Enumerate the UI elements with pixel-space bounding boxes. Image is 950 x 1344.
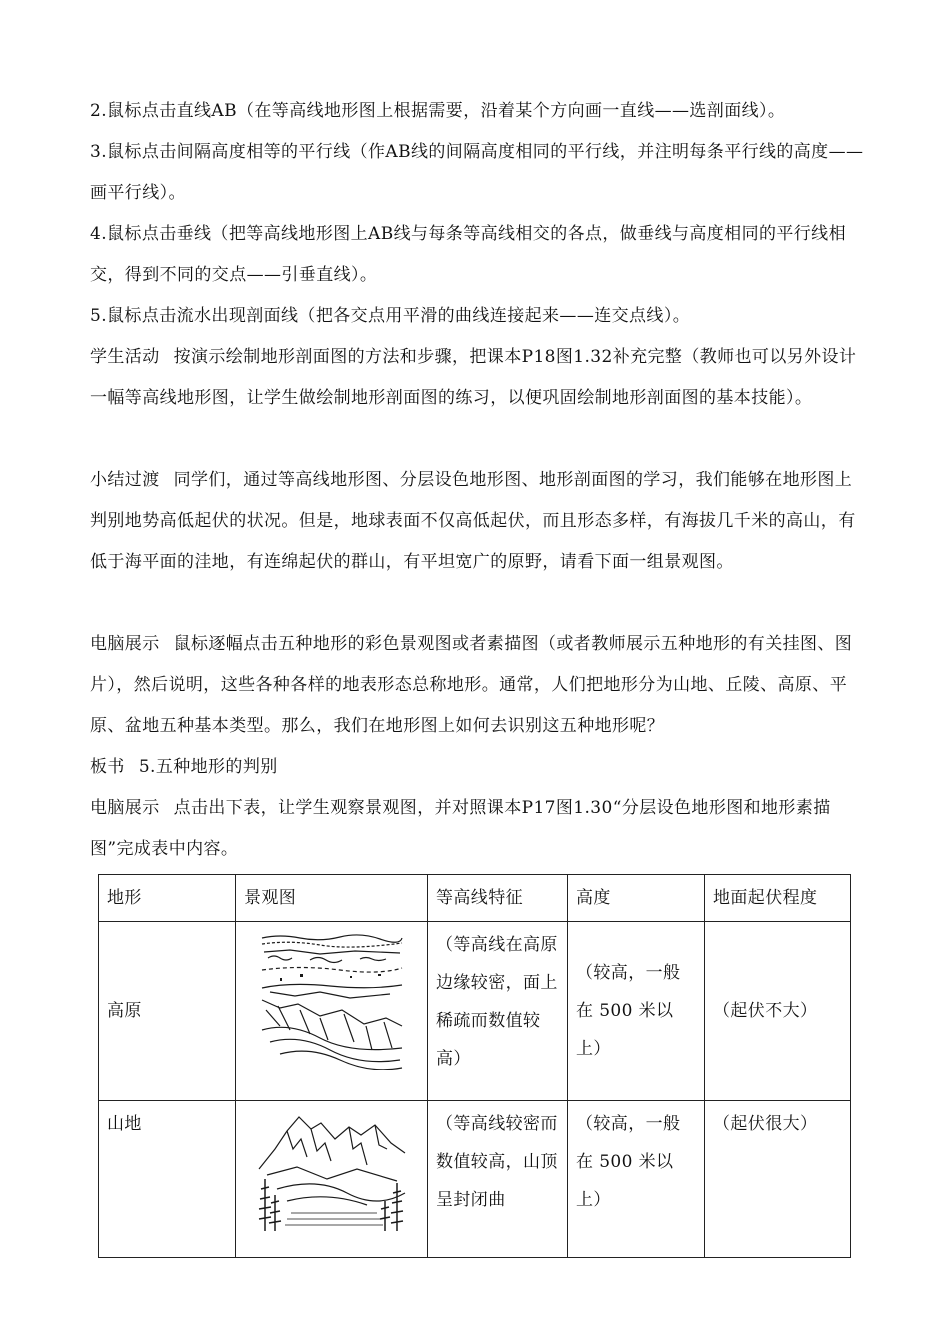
computer-show-paragraph-2	[90, 788, 865, 870]
summary-label: 小结过渡	[90, 470, 160, 490]
header-contour: 等高线特征	[428, 875, 568, 922]
step-3: 3.鼠标点击间隔高度相等的平行线（作AB线的间隔高度相同的平行线，并注明每条平行线的高度——画平行线）。	[90, 142, 864, 203]
terrain-table	[98, 874, 851, 1258]
table-row	[99, 1101, 851, 1258]
computer-show-label-1: 电脑展示	[90, 634, 160, 654]
computer-show-text-1: 鼠标逐幅点击五种地形的彩色景观图或者素描图（或者教师展示五种地形的有关挂图、图片），然后说明，这些各种各样的地表形态总称地形。通常，人们把地形分为山地、丘陵、高原、平原、盆地五种基本类型。那么，我们在地形图上如何去识别这五种地形呢？	[90, 634, 853, 736]
board-paragraph	[90, 747, 865, 788]
height-description: （较高，一般在 500 米以上）	[568, 922, 705, 1101]
table-row	[99, 922, 851, 1101]
relief-description: （起伏很大）	[705, 1101, 851, 1258]
relief-description: （起伏不大）	[705, 922, 851, 1101]
mountain-sketch-illustration	[257, 1109, 407, 1233]
table-header-row	[99, 875, 851, 922]
terrain-name: 山地	[99, 1101, 236, 1258]
computer-show-label-2: 电脑展示	[90, 798, 160, 818]
student-activity-label: 学生活动	[90, 347, 160, 367]
step-4: 4.鼠标点击垂线（把等高线地形图上AB线与每条等高线相交的各点，做垂线与高度相同的平行线相交，得到不同的交点——引垂直线）。	[90, 224, 846, 285]
computer-show-text-2: 点击出下表，让学生观察景观图，并对照课本P17图1.30“分层设色地形图和地形素描图”完成表中内容。	[90, 798, 831, 859]
header-landscape: 景观图	[236, 875, 428, 922]
board-label: 板书	[90, 757, 125, 777]
contour-feature: （等高线较密而数值较高，山顶呈封闭曲	[428, 1101, 568, 1258]
header-height: 高度	[568, 875, 705, 922]
summary-text: 同学们，通过等高线地形图、分层设色地形图、地形剖面图的学习，我们能够在地形图上判别地势高低起伏的状况。但是，地球表面不仅高低起伏，而且形态多样，有海拔几千米的高山，有低于海平面的洼地，有连绵起伏的群山，有平坦宽广的原野，请看下面一组景观图。	[90, 470, 856, 572]
student-activity-paragraph	[90, 337, 865, 419]
plateau-sketch-image	[236, 922, 428, 1101]
step-2: 2.鼠标点击直线AB（在等高线地形图上根据需要，沿着某个方向画一直线——选剖面线）。	[90, 101, 786, 121]
summary-paragraph	[90, 460, 865, 583]
height-description: （较高，一般在 500 米以上）	[568, 1101, 705, 1258]
student-activity-text: 按演示绘制地形剖面图的方法和步骤，把课本P18图1.32补充完整（教师也可以另外设计一幅等高线地形图，让学生做绘制地形剖面图的练习，以便巩固绘制地形剖面图的基本技能）。	[90, 347, 857, 408]
mountain-sketch-image	[236, 1101, 428, 1258]
board-text: 5.五种地形的判别	[138, 757, 278, 777]
computer-show-paragraph-1	[90, 624, 865, 747]
header-terrain: 地形	[99, 875, 236, 922]
contour-feature: （等高线在高原边缘较密，面上稀疏而数值较高）	[428, 922, 568, 1101]
step-5: 5.鼠标点击流水出现剖面线（把各交点用平滑的曲线连接起来——连交点线）。	[90, 306, 691, 326]
header-relief: 地面起伏程度	[705, 875, 851, 922]
plateau-sketch-illustration	[260, 930, 404, 1070]
terrain-name: 高原	[99, 922, 236, 1101]
